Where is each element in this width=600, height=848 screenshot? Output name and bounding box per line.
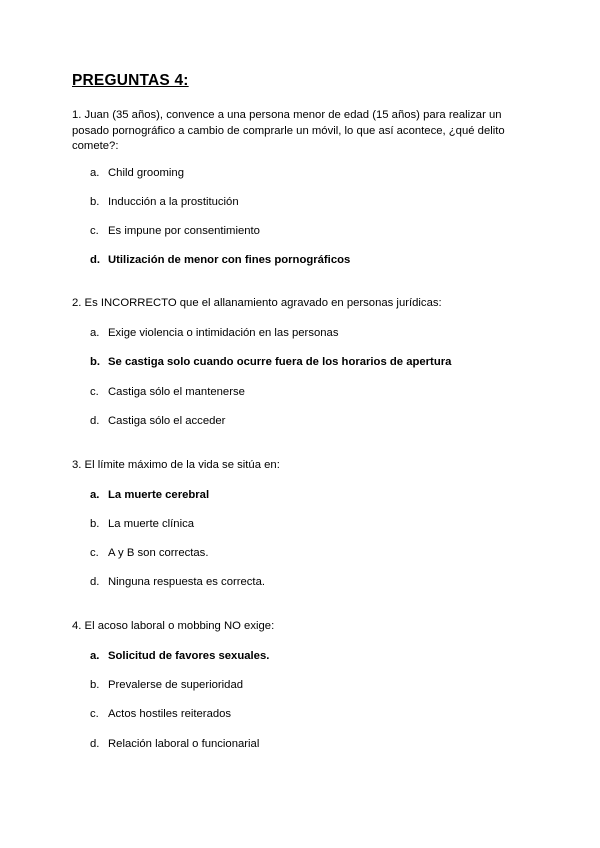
option-letter: c. <box>90 225 99 237</box>
option-text: Castiga sólo el mantenerse <box>108 386 245 398</box>
option-text: A y B son correctas. <box>108 547 209 559</box>
option-text: Castiga sólo el acceder <box>108 415 226 427</box>
question-1-option-b <box>90 195 239 209</box>
question-3-option-c <box>90 546 208 560</box>
option-text: Relación laboral o funcionarial <box>108 738 260 750</box>
option-text: Se castiga solo cuando ocurre fuera de los horarios de apertura <box>108 356 452 368</box>
option-letter: a. <box>90 489 100 501</box>
question-1-option-a <box>90 166 184 180</box>
question-3-text: 3. El límite máximo de la vida se sitúa en: <box>72 459 280 471</box>
option-text: Actos hostiles reiterados <box>108 708 232 720</box>
option-text: Es impune por consentimiento <box>108 225 260 237</box>
question-4-text: 4. El acoso laboral o mobbing NO exige: <box>72 620 275 632</box>
question-2-option-b-correct <box>90 355 451 369</box>
option-letter: c. <box>90 708 99 720</box>
option-text: La muerte clínica <box>108 518 195 530</box>
option-letter: c. <box>90 386 99 398</box>
question-4-option-a-correct <box>90 649 269 663</box>
option-text: Inducción a la prostitución <box>108 196 239 208</box>
option-letter: a. <box>90 650 100 662</box>
question-4-option-c <box>90 707 231 721</box>
option-letter: d. <box>90 415 100 427</box>
option-letter: c. <box>90 547 99 559</box>
option-letter: a. <box>90 327 100 339</box>
question-2-option-a <box>90 326 338 340</box>
question-3-option-d <box>90 575 265 589</box>
option-letter: a. <box>90 167 100 179</box>
option-text: Prevalerse de superioridad <box>108 679 244 691</box>
option-text: Solicitud de favores sexuales. <box>108 650 270 662</box>
question-1-option-c <box>90 224 260 238</box>
option-text: Ninguna respuesta es correcta. <box>108 576 265 588</box>
question-3-option-b <box>90 517 194 531</box>
option-text: Utilización de menor con fines pornográficos <box>108 254 351 266</box>
option-letter: b. <box>90 356 101 368</box>
option-letter: b. <box>90 196 100 208</box>
option-letter: d. <box>90 254 101 266</box>
question-1-option-d-correct <box>90 253 350 267</box>
option-letter: b. <box>90 679 100 691</box>
option-text: La muerte cerebral <box>108 489 210 501</box>
question-2-option-c <box>90 385 245 399</box>
question-1-text: 1. Juan (35 años), convence a una persona menor de edad (15 años) para realizar un posado pornográfico a cambio de comprarle un móvil, lo que así acontece, ¿qué delito comete?: <box>72 109 505 153</box>
option-letter: d. <box>90 576 100 588</box>
option-text: Exige violencia o intimidación en las personas <box>108 327 339 339</box>
question-4-option-d <box>90 737 259 751</box>
option-letter: b. <box>90 518 100 530</box>
question-3-option-a-correct <box>90 488 209 502</box>
question-4-option-b <box>90 678 243 692</box>
page-title: PREGUNTAS 4: <box>72 72 189 89</box>
question-2-text: 2. Es INCORRECTO que el allanamiento agravado en personas jurídicas: <box>72 297 442 309</box>
option-letter: d. <box>90 738 100 750</box>
option-text: Child grooming <box>108 167 184 179</box>
question-2-option-d <box>90 414 225 428</box>
